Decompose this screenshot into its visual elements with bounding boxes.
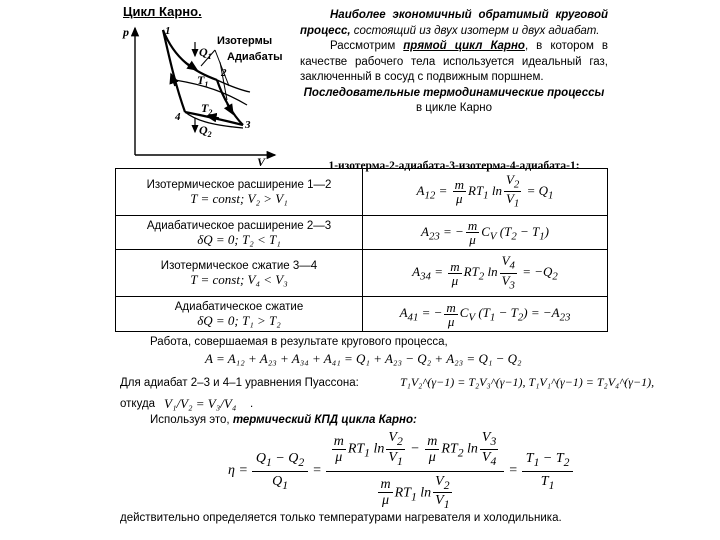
p-axis-label: p bbox=[123, 25, 129, 39]
cycle-sequence: 1-изотерма-2-адиабата-3-изотерма-4-адиабата-1: bbox=[328, 160, 580, 172]
conclusion-text: действительно определяется только температурами нагревателя и холодильника. bbox=[120, 512, 562, 524]
table-row bbox=[116, 297, 608, 332]
q2-label: $Q_2$ bbox=[199, 123, 212, 139]
poisson-text: Для адиабат 2–3 и 4–1 уравнения Пуассона: bbox=[120, 377, 359, 389]
t2-label: $T_2$ bbox=[201, 101, 213, 117]
work-formula-12: $A_{12}$ = $\frac{m}{\mu}$ $RT_1$ ln $\frac{V_2}{V_1}$ = $Q_1$ bbox=[416, 171, 554, 210]
intro-p2-start: Рассмотрим bbox=[330, 40, 404, 52]
process-cell bbox=[116, 250, 363, 297]
work-formula-cell bbox=[363, 297, 608, 332]
work-formula-cell bbox=[363, 169, 608, 216]
work-formula-34: $A_{34}$ = $\frac{m}{\mu}$ $RT_2$ ln $\frac{V_4}{V_3}$ = $-Q_2$ bbox=[412, 253, 558, 292]
process-condition: T = const; V₂ > V₁ bbox=[190, 190, 288, 206]
intro-processes: Последовательные термодинамические процессы bbox=[303, 86, 605, 99]
q1-label: $Q_1$ bbox=[199, 45, 212, 61]
work-formula-cell bbox=[363, 215, 608, 250]
intro-text bbox=[300, 8, 608, 117]
work-equation: A = A₁₂ + A₂₃ + A₃₄ + A₄₁ = Q₁ + A₂₃ − Q₂ + A₂₃ = Q₁ − Q₂ bbox=[205, 351, 522, 366]
table-row bbox=[116, 215, 608, 250]
process-table bbox=[115, 168, 608, 332]
t1-label: $T_1$ bbox=[197, 73, 209, 89]
process-name: Адиабатическое сжатие bbox=[174, 301, 304, 314]
point-3-label: 3 bbox=[245, 119, 251, 131]
adiabats-label: Адиабаты bbox=[227, 51, 283, 63]
point-4-label: 4 bbox=[175, 111, 181, 123]
efficiency-intro bbox=[150, 414, 417, 426]
intro-definition: Наиболее экономичный обратимый круговой процесс, bbox=[300, 9, 608, 37]
intro-definition-rest: состоящий из двух изотерм и двух адиабат. bbox=[350, 24, 600, 37]
efficiency-intro-text: Используя это, bbox=[150, 414, 233, 426]
work-formula-41: $A_{41}$ = − $\frac{m}{\mu}$ $C_V$ $(T_1 - T_2) = -A_{23}$ bbox=[399, 299, 571, 329]
adiabat-2-3 bbox=[217, 80, 243, 125]
work-formula-23: $A_{23}$ = − $\frac{m}{\mu}$ $C_V$ $(T_2 - T_1)$ bbox=[420, 218, 550, 248]
direct-cycle-term: прямой цикл Карно bbox=[403, 40, 525, 52]
volume-ratio-equation: V₁/V₂ = V₃/V₄ bbox=[164, 396, 237, 411]
process-name: Адиабатическое расширение 2—3 bbox=[146, 219, 332, 232]
poisson-equation: T₁V₂^(γ−1) = T₂V₃^(γ−1), T₁V₁^(γ−1) = T₂V₄^(γ−1), bbox=[400, 375, 655, 389]
table-row bbox=[116, 250, 608, 297]
intro-p2-rest: , в котором в качестве рабочего тела используется идеальный газ, заключенный в сосуд с подвижным поршнем. bbox=[300, 40, 609, 83]
direction-arrow bbox=[185, 62, 197, 70]
process-name: Изотермическое расширение 1—2 bbox=[146, 178, 332, 191]
isotherms-label: Изотермы bbox=[217, 35, 273, 47]
efficiency-formula: η = $\frac{Q_1 - Q_2}{Q_1}$ = $\frac{m}{\mu}$ $RT_1$ ln $\frac{V_2}{V_1}$ − $\frac{m}{\mu}$ $RT_2$ ln $\frac{V_3}{V_4}$ $\frac{m}{\mu}$ $RT_1$ ln $\frac{V_2}{V_1}$ = $\frac{T_1 - T_2}{T_1}$ bbox=[228, 430, 573, 512]
process-cell bbox=[116, 215, 363, 250]
process-condition: δQ = 0; T₂ < T₁ bbox=[197, 231, 281, 247]
v-axis-label: V bbox=[257, 155, 266, 168]
intro-processes-rest: в цикле Карно bbox=[415, 102, 492, 114]
process-condition: T = const; V₄ < V₃ bbox=[190, 272, 288, 288]
work-text: Работа, совершаемая в результате кругового процесса, bbox=[150, 336, 448, 348]
efficiency-term: термический КПД цикла Карно: bbox=[232, 414, 417, 426]
process-condition: δQ = 0; T₁ > T₂ bbox=[197, 313, 281, 329]
work-formula-cell bbox=[363, 250, 608, 297]
direction-arrow bbox=[227, 104, 233, 114]
process-name: Изотермическое сжатие 3—4 bbox=[160, 260, 318, 273]
process-cell bbox=[116, 297, 363, 332]
process-cell bbox=[116, 169, 363, 216]
table-row bbox=[116, 169, 608, 216]
point-2-label: 2 bbox=[221, 67, 227, 79]
point-1-label: 1 bbox=[165, 25, 171, 37]
whence-end: . bbox=[250, 398, 254, 410]
isotherm-t1 bbox=[175, 80, 247, 105]
carnot-diagram bbox=[115, 20, 300, 168]
whence-text: откуда bbox=[120, 398, 156, 410]
page-title: Цикл Карно. bbox=[123, 4, 202, 19]
adiabat-4-1 bbox=[163, 30, 185, 112]
